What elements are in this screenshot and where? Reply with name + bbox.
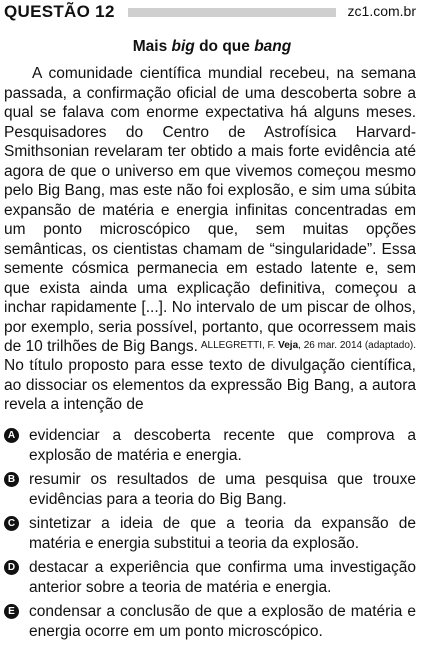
title-bang: bang <box>254 38 292 55</box>
option-c[interactable] <box>4 514 416 553</box>
option-c-letter-icon: C <box>4 516 19 531</box>
title-big: big <box>171 38 195 55</box>
option-a[interactable] <box>4 426 416 465</box>
option-a-text: evidenciar a descoberta recente que comprova a explosão de matéria e energia. <box>29 427 416 464</box>
question-header <box>0 0 424 24</box>
option-e-text: condensar a conclusão de que a explosão de matéria e energia ocorre em um ponto microscópico. <box>29 603 416 640</box>
option-b-text: resumir os resultados de uma pesquisa que trouxe evidências para a teoria do Big Bang. <box>29 471 416 508</box>
passage <box>4 64 416 357</box>
title-part-1: Mais <box>132 38 172 55</box>
site-watermark: zc1.com.br <box>347 3 416 19</box>
option-d-letter-icon: D <box>4 560 19 575</box>
title-part-2: do que <box>194 38 255 55</box>
source-details: , 26 mar. 2014 (adaptado). <box>298 340 416 351</box>
text-title <box>0 38 424 56</box>
question-number: QUESTÃO 12 <box>4 2 115 21</box>
passage-text: A comunidade científica mundial recebeu, na semana passada, a confirmação oficial de uma descoberta sobre a qual se falava com enorme expectativa há alguns meses. Pesquisadores do Centro de Astrofísica Harvard-Smithsonian revelaram ter obtido a mais forte evidência até agora de que o universo em que vivemos começou mesmo pelo Big Bang, mas este não foi explosão, e sim uma súbita expansão de matéria e energia infinitas concentradas em um ponto microscópico que, sem muitas opções semânticas, os cientistas chamam de “singularidade”. Essa semente cósmica permanecia em estado latente e, sem que exista ainda uma explicação definitiva, começou a inchar rapidamente [...]. No intervalo de um piscar de olhos, por exemplo, seria possível, portanto, que ocorressem mais de 10 trilhões de Big Bangs. <box>4 65 416 355</box>
option-b-letter-icon: B <box>4 472 19 487</box>
source-author: ALLEGRETTI, F. <box>200 340 279 351</box>
option-d[interactable] <box>4 558 416 597</box>
option-b[interactable] <box>4 470 416 509</box>
option-e[interactable] <box>4 602 416 641</box>
option-a-letter-icon: A <box>4 428 19 443</box>
option-d-text: destacar a experiência que confirma uma investigação anterior sobre a teoria de matéria e energia. <box>29 559 416 596</box>
question-stem: No título proposto para esse texto de divulgação científica, ao dissociar os elementos da expressão Big Bang, a autora revela a intenção de <box>4 357 416 413</box>
source-citation <box>201 340 416 351</box>
option-e-letter-icon: E <box>4 604 19 619</box>
source-publication: Veja <box>278 340 299 351</box>
option-c-text: sintetizar a ideia de que a teoria da expansão de matéria e energia substitui a teoria da explosão. <box>29 515 416 552</box>
header-bar <box>128 8 336 17</box>
